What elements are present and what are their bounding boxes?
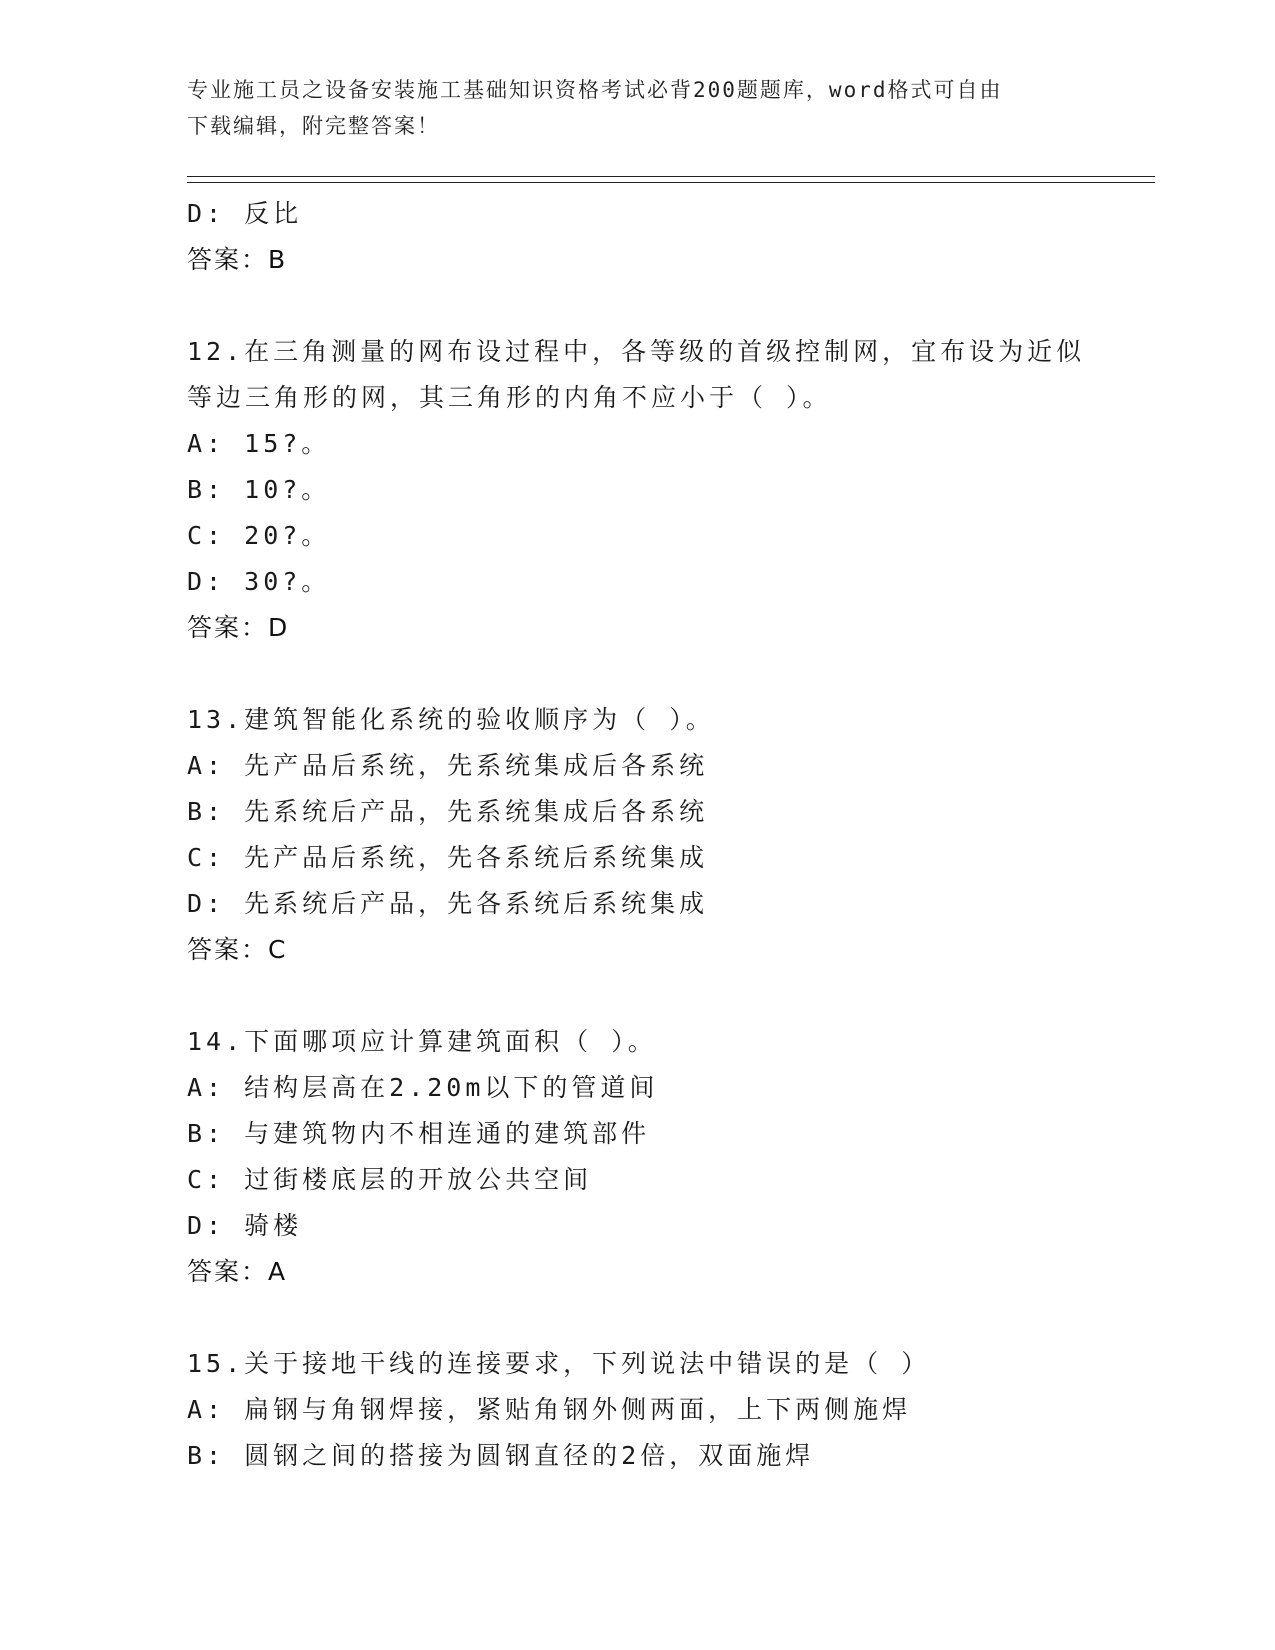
option-b: B: 先系统后产品，先系统集成后各系统 (187, 797, 709, 826)
question-11 (187, 191, 1155, 283)
option-c: C: 过街楼底层的开放公共空间 (187, 1165, 593, 1194)
document-header (187, 72, 1067, 144)
option-b: B: 圆钢之间的搭接为圆钢直径的2倍，双面施焊 (187, 1441, 815, 1470)
spacer (187, 283, 1155, 329)
question-list (187, 191, 1155, 1479)
question-stem-line-1: 12.在三角测量的网布设过程中，各等级的首级控制网，宜布设为近似 (187, 337, 1086, 366)
question-stem-line-2: 等边三角形的网，其三角形的内角不应小于（ ）。 (187, 383, 832, 412)
header-line-2: 下载编辑，附完整答案！ (187, 114, 440, 138)
option-a: A: 扁钢与角钢焊接，紧贴角钢外侧两面，上下两侧施焊 (187, 1395, 912, 1424)
option-a: A: 15?。 (187, 429, 331, 458)
question-12 (187, 329, 1155, 651)
answer: 答案：D (187, 613, 290, 642)
question-stem: 14.下面哪项应计算建筑面积（ ）。 (187, 1027, 657, 1056)
question-15 (187, 1341, 1155, 1479)
option-c: C: 20?。 (187, 521, 331, 550)
answer: 答案：A (187, 1257, 288, 1286)
option-d: D: 30?。 (187, 567, 331, 596)
spacer (187, 973, 1155, 1019)
question-stem: 15.关于接地干线的连接要求，下列说法中错误的是（ ） (187, 1349, 931, 1378)
question-13 (187, 697, 1155, 973)
header-rule-bottom (187, 182, 1155, 183)
option-d: D: 反比 (187, 199, 303, 228)
option-d: D: 先系统后产品，先各系统后系统集成 (187, 889, 709, 918)
answer: 答案：C (187, 935, 288, 964)
option-a: A: 先产品后系统，先系统集成后各系统 (187, 751, 709, 780)
option-a: A: 结构层高在2.20m以下的管道间 (187, 1073, 659, 1102)
option-d: D: 骑楼 (187, 1211, 303, 1240)
option-b: B: 与建筑物内不相连通的建筑部件 (187, 1119, 651, 1148)
question-stem: 13.建筑智能化系统的验收顺序为（ ）。 (187, 705, 715, 734)
header-rule-top (187, 176, 1155, 177)
header-line-1: 专业施工员之设备安装施工基础知识资格考试必背200题题库，word格式可自由 (187, 78, 1003, 102)
answer: 答案：B (187, 245, 288, 274)
question-14 (187, 1019, 1155, 1295)
spacer (187, 651, 1155, 697)
spacer (187, 1295, 1155, 1341)
option-c: C: 先产品后系统，先各系统后系统集成 (187, 843, 709, 872)
option-b: B: 10?。 (187, 475, 331, 504)
